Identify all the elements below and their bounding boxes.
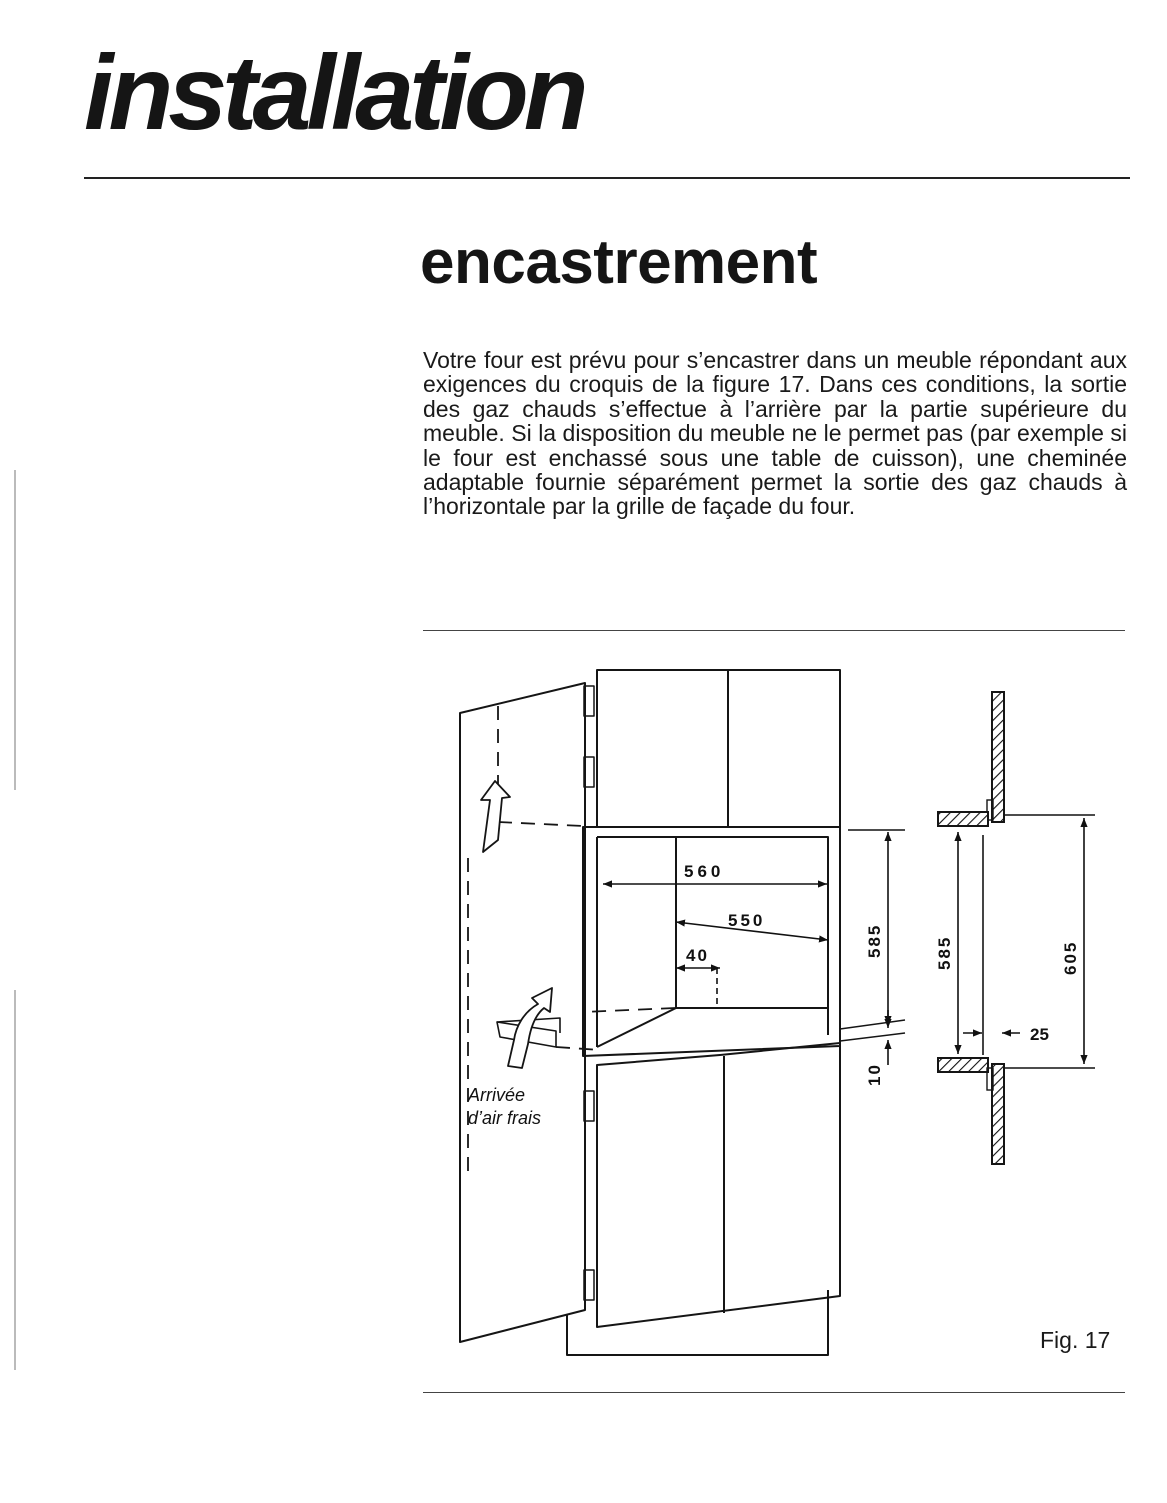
dim-550-label: 550 bbox=[728, 911, 766, 930]
dim-25-label: 25 bbox=[1030, 1025, 1049, 1044]
fresh-air-arrow-icon bbox=[508, 988, 552, 1068]
dim-585-section-label: 585 bbox=[935, 935, 954, 970]
hot-air-arrow-icon bbox=[481, 781, 510, 852]
dim-605-label: 605 bbox=[1061, 940, 1080, 975]
dim-585-front-label: 585 bbox=[865, 923, 884, 958]
air-label-line1: Arrivée bbox=[468, 1085, 526, 1105]
upper-doors bbox=[597, 670, 840, 827]
dim-560-label: 560 bbox=[684, 862, 725, 881]
niche-shelf bbox=[597, 1008, 828, 1047]
cabinet-plinth bbox=[567, 1290, 828, 1355]
cabinet-side-panel bbox=[460, 683, 585, 1342]
dim-40-label: 40 bbox=[686, 946, 709, 965]
section-title: encastrement bbox=[420, 228, 818, 297]
dim-10-label: 10 bbox=[865, 1063, 884, 1086]
air-label-line2: d’air frais bbox=[468, 1108, 542, 1128]
header-title: installation bbox=[84, 34, 584, 152]
lower-doors bbox=[597, 1043, 840, 1327]
figure-caption: Fig. 17 bbox=[1040, 1327, 1111, 1353]
intro-paragraph: Votre four est prévu pour s’encastrer dans un meuble répondant aux exigences du croquis de la figure 17. Dans ces conditions, la sortie des gaz chauds s’effectue à l’arrière par la partie supérieure du meuble. Si la disposition du meuble ne le permet pas (par exemple si le four est enchassé sous une table de cuisson), une cheminée adaptable fournie séparément permet la sortie des gaz chauds à l’horizontale par la grille de façade du four. bbox=[423, 347, 1127, 520]
